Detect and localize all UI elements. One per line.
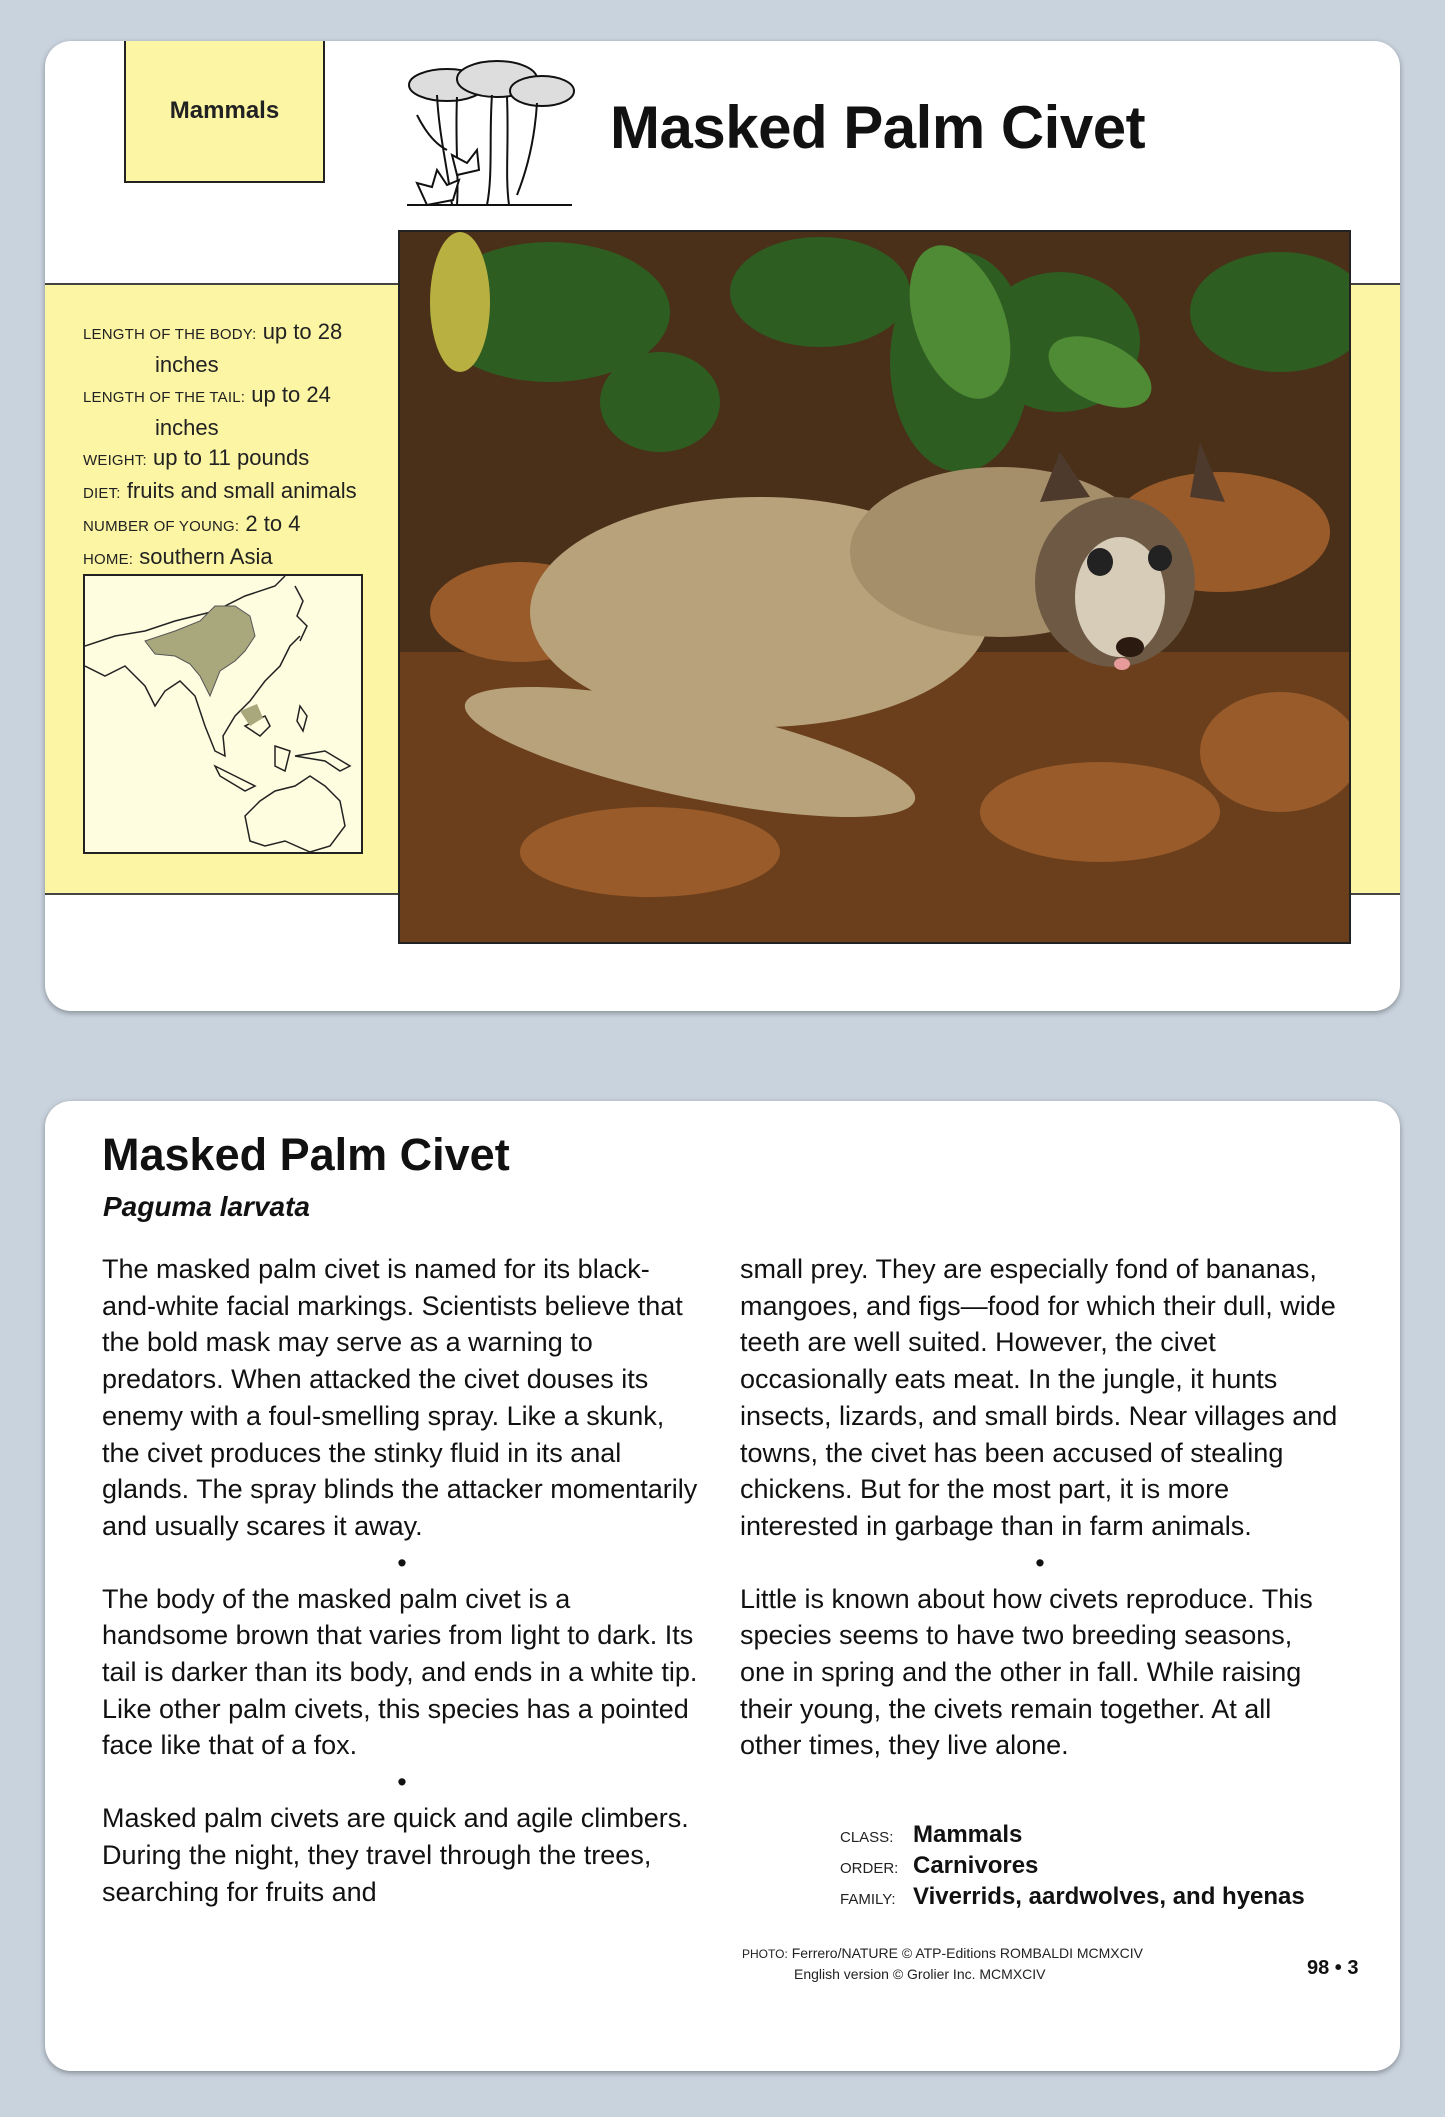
fact-label: NUMBER OF YOUNG: <box>83 518 240 535</box>
taxonomy-value: Viverrids, aardwolves, and hyenas <box>913 1883 1305 1910</box>
fact-young <box>83 509 383 542</box>
category-label: Mammals <box>169 97 280 124</box>
taxonomy-class <box>840 1821 1305 1852</box>
photo-label: PHOTO: <box>742 1947 788 1961</box>
taxonomy-value: Mammals <box>913 1821 1023 1848</box>
range-map <box>83 574 363 854</box>
credit-line-2: English version © Grolier Inc. MCMXCIV <box>794 1966 1046 1982</box>
fact-value-cont: inches <box>155 352 219 377</box>
category-tab <box>124 41 325 183</box>
fact-label: LENGTH OF THE BODY: <box>83 326 257 343</box>
paragraph: Little is known about how civets reproduce. This species seems to have two breeding seasons, one in spring and the other in fall. While raising their young, the civets remain together. At all other times, they live alone. <box>740 1583 1313 1761</box>
bullet-separator: • <box>397 1547 407 1578</box>
card-number: 98 • 3 <box>1307 1957 1359 1979</box>
fact-value-cont: inches <box>155 415 219 440</box>
bullet-separator: • <box>397 1767 407 1798</box>
tree-logo-icon <box>397 55 577 225</box>
text-column-right <box>740 1251 1340 1764</box>
taxonomy-value: Carnivores <box>913 1852 1039 1879</box>
credit-line-1: Ferrero/NATURE © ATP-Editions ROMBALDI MCMXCIV <box>791 1945 1143 1961</box>
taxonomy-label: ORDER: <box>840 1860 899 1877</box>
taxonomy-family <box>840 1883 1305 1914</box>
back-card <box>45 1101 1400 2071</box>
fact-tail-length <box>83 380 383 443</box>
taxonomy-order <box>840 1852 1305 1883</box>
front-title: Masked Palm Civet <box>610 94 1146 161</box>
fact-label: DIET: <box>83 485 121 502</box>
paragraph: The body of the masked palm civet is a handsome brown that varies from light to dark. Its tail is darker than its body, and ends in a white tip. Like other palm civets, this species has a pointed face like that of a fox. <box>102 1583 698 1761</box>
facts-list <box>83 317 383 575</box>
fact-home <box>83 542 383 575</box>
paragraph: small prey. They are especially fond of bananas, mangoes, and figs—food for which their dull, wide teeth are well suited. However, the civet occasionally eats meat. In the jungle, it hunts insects, lizards, and small birds. Near villages and towns, the civet has been accused of stealing chickens. But for the most part, it is more interested in garbage than in farm animals. <box>740 1254 1338 1541</box>
back-title: Masked Palm Civet <box>102 1129 510 1180</box>
text-column-left <box>102 1251 702 1910</box>
fact-value: up to 24 <box>251 382 331 407</box>
fact-value: 2 to 4 <box>245 511 301 536</box>
fact-label: WEIGHT: <box>83 452 147 469</box>
taxonomy-block <box>840 1821 1305 1914</box>
fact-value: fruits and small animals <box>126 478 357 503</box>
civet-photo <box>398 230 1351 944</box>
fact-value: up to 28 <box>262 319 343 344</box>
paragraph: Masked palm civets are quick and agile climbers. During the night, they travel through the trees, searching for fruits and <box>102 1803 689 1907</box>
fact-label: LENGTH OF THE TAIL: <box>83 389 246 406</box>
photo-credit <box>742 1943 1143 1984</box>
taxonomy-label: CLASS: <box>840 1829 894 1846</box>
fact-weight <box>83 443 383 476</box>
fact-diet <box>83 476 383 509</box>
taxonomy-label: FAMILY: <box>840 1891 896 1908</box>
fact-value: southern Asia <box>139 544 273 569</box>
paragraph: The masked palm civet is named for its black-and-white facial markings. Scientists believe that the bold mask may serve as a warning to predators. When attacked the civet douses its enemy with a foul-smelling spray. Like a skunk, the civet produces the stinky fluid in its anal glands. The spray blinds the attacker momentarily and usually scares it away. <box>102 1254 698 1541</box>
bullet-separator: • <box>1035 1547 1045 1578</box>
fact-label: HOME: <box>83 551 134 568</box>
fact-body-length <box>83 317 383 380</box>
front-card <box>45 41 1400 1011</box>
scientific-name: Paguma larvata <box>103 1191 310 1222</box>
fact-value: up to 11 pounds <box>153 445 310 470</box>
